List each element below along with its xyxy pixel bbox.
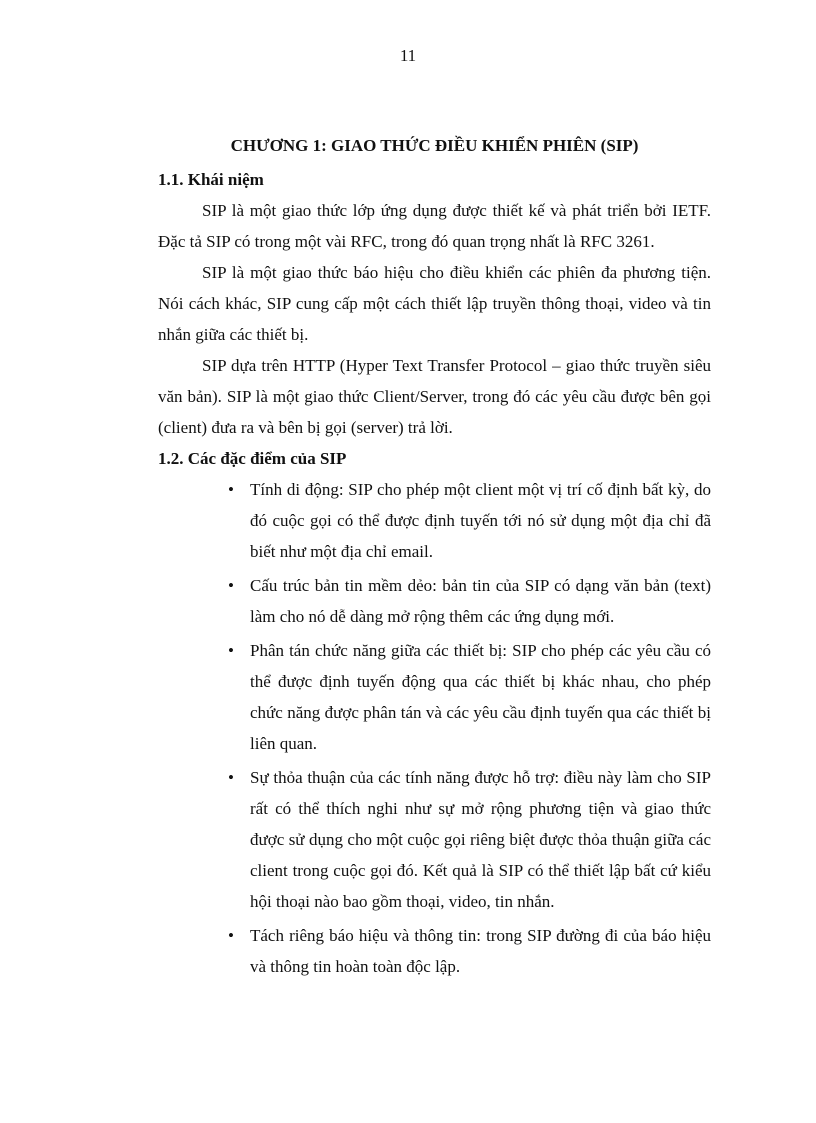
bullet-icon: • <box>228 576 234 595</box>
list-item <box>228 635 711 759</box>
list-item-text: Cấu trúc bản tin mềm dẻo: bản tin của SIP có dạng văn bản (text) làm cho nó dễ dàng mở rộng thêm các ứng dụng mới. <box>250 576 711 626</box>
bullet-icon: • <box>228 926 234 945</box>
list-item <box>228 762 711 917</box>
page-content <box>158 130 711 985</box>
list-item <box>228 920 711 982</box>
list-item-text: Tính di động: SIP cho phép một client một vị trí cố định bất kỳ, do đó cuộc gọi có thể được định tuyến tới nó sử dụng một địa chỉ đã biết như một địa chỉ email. <box>250 480 711 561</box>
section-heading-1-1: 1.1. Khái niệm <box>158 170 264 189</box>
list-item <box>228 570 711 632</box>
bullet-icon: • <box>228 768 234 787</box>
paragraph: SIP dựa trên HTTP (Hyper Text Transfer Protocol – giao thức truyền siêu văn bản). SIP là một giao thức Client/Server, trong đó các yêu cầu được bên gọi (client) đưa ra và bên bị gọi (server) trả lời. <box>158 356 711 437</box>
bullet-icon: • <box>228 641 234 660</box>
section-heading-1-2: 1.2. Các đặc điểm của SIP <box>158 449 347 468</box>
list-item <box>228 474 711 567</box>
paragraph: SIP là một giao thức báo hiệu cho điều khiển các phiên đa phương tiện. Nói cách khác, SIP cung cấp một cách thiết lập truyền thông thoại, video và tin nhắn giữa các thiết bị. <box>158 263 711 344</box>
list-item-text: Sự thỏa thuận của các tính năng được hỗ trợ: điều này làm cho SIP rất có thể thích nghi như sự mở rộng phương tiện và giao thức được sử dụng cho một cuộc gọi riêng biệt được thỏa thuận giữa các client trong cuộc gọi đó. Kết quả là SIP có thể thiết lập bất cứ kiểu hội thoại nào bao gồm thoại, video, tin nhắn. <box>250 768 711 911</box>
page-number: 11 <box>399 46 417 65</box>
chapter-title: CHƯƠNG 1: GIAO THỨC ĐIỀU KHIỂN PHIÊN (SIP) <box>230 136 639 155</box>
bullet-icon: • <box>228 480 234 499</box>
paragraph: SIP là một giao thức lớp ứng dụng được thiết kế và phát triển bởi IETF. Đặc tả SIP có trong một vài RFC, trong đó quan trọng nhất là RFC 3261. <box>158 201 711 251</box>
features-list <box>158 474 711 982</box>
list-item-text: Tách riêng báo hiệu và thông tin: trong SIP đường đi của báo hiệu và thông tin hoàn toàn độc lập. <box>250 926 711 976</box>
list-item-text: Phân tán chức năng giữa các thiết bị: SIP cho phép các yêu cầu có thể được định tuyến động qua các thiết bị khác nhau, cho phép chức năng được phân tán và các yêu cầu định tuyến qua các thiết bị liên quan. <box>250 641 711 753</box>
